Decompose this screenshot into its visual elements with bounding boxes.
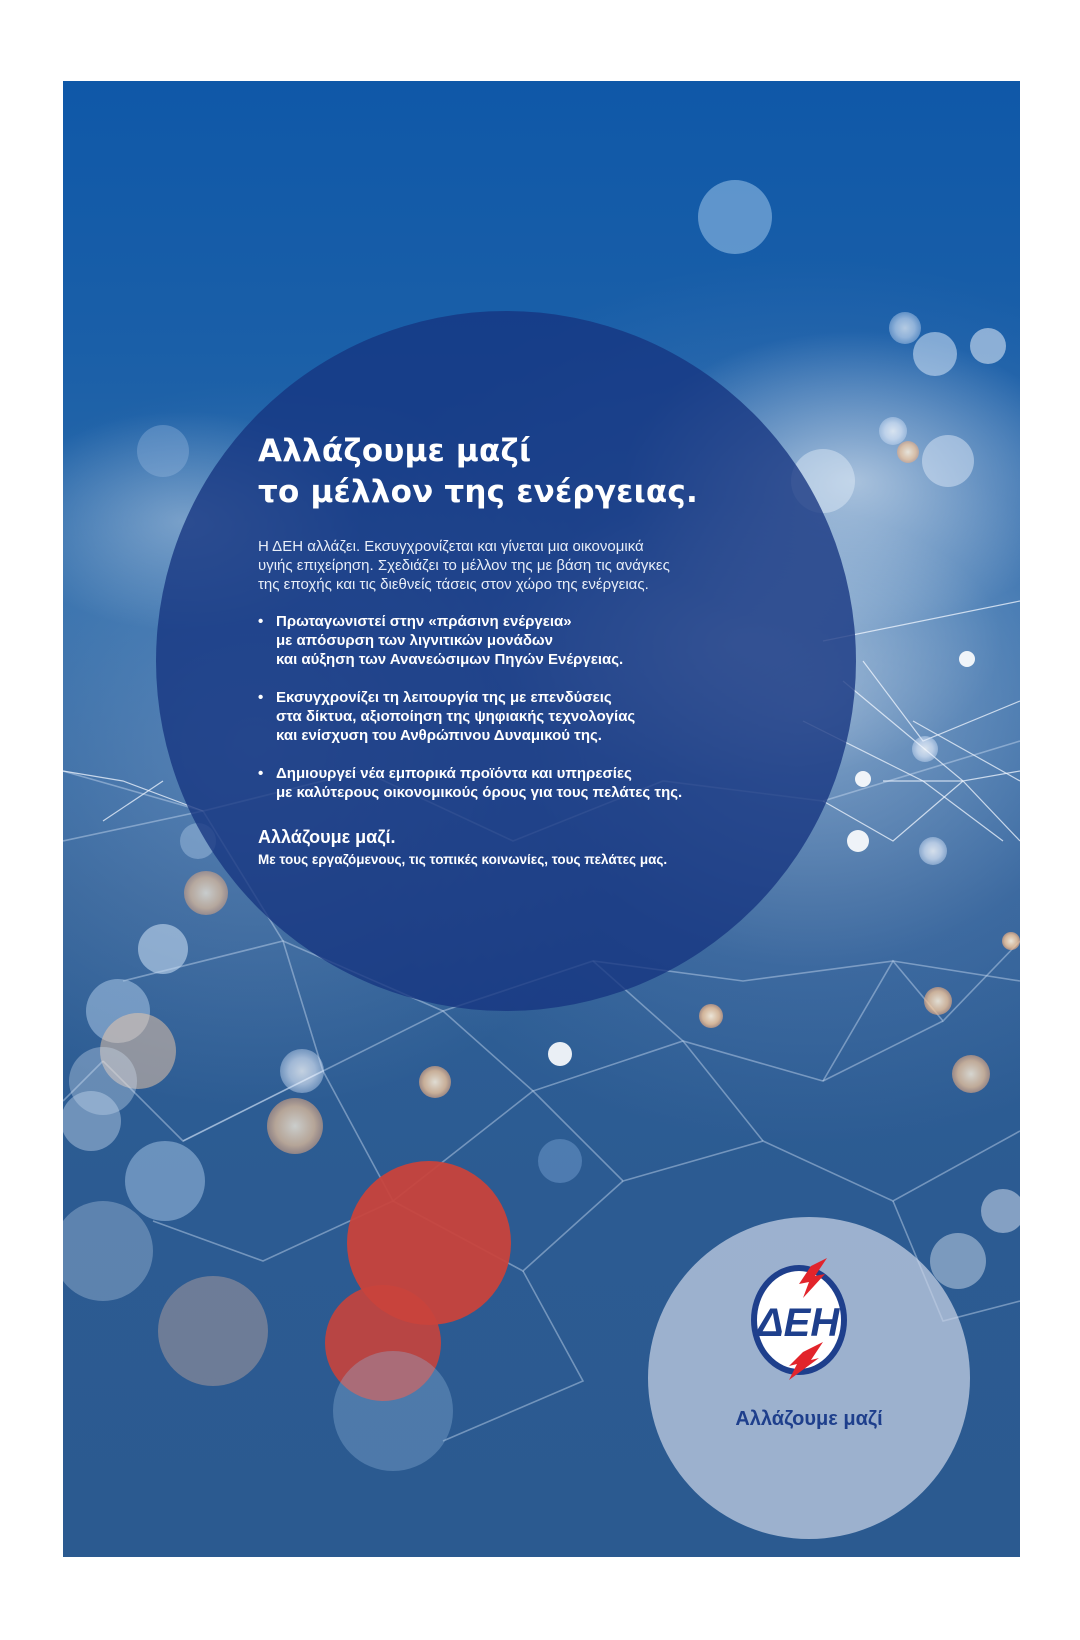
headline-line-1: Αλλάζουμε μαζί: [258, 433, 532, 469]
bokeh-circle: [879, 417, 907, 445]
bokeh-circle: [970, 328, 1006, 364]
bokeh-circle: [1002, 932, 1020, 950]
red-accent-circle: [347, 1161, 511, 1325]
main-content: [258, 431, 758, 868]
bokeh-circle: [699, 1004, 723, 1028]
bokeh-circle: [333, 1351, 453, 1471]
bullet-line: Δημιουργεί νέα εμπορικά προϊόντα και υπηρεσίες: [276, 765, 632, 782]
bullet-line: και αύξηση των Ανανεώσιμων Πηγών Ενέργειας.: [276, 651, 624, 668]
bokeh-circle: [184, 871, 228, 915]
bokeh-circle: [952, 1055, 990, 1093]
bokeh-circle: [913, 332, 957, 376]
bokeh-circle: [897, 441, 919, 463]
bokeh-circle: [922, 435, 974, 487]
bokeh-circle: [698, 180, 772, 254]
bullet-item: [258, 612, 758, 669]
bokeh-circle: [981, 1189, 1020, 1233]
intro-line: της εποχής και τις διεθνείς τάσεις στον χώρο της ενέργειας.: [258, 576, 649, 593]
bokeh-circle: [138, 924, 188, 974]
intro-line: Η ΔΕΗ αλλάζει. Εκσυγχρονίζεται και γίνεται μια οικονομικά: [258, 538, 644, 555]
logo-letters: ΔΕΗ: [756, 1301, 840, 1345]
bokeh-circle: [855, 771, 871, 787]
logo-slogan: Αλλάζουμε μαζί: [735, 1408, 883, 1430]
bullet-line: με καλύτερους οικονομικούς όρους για τους πελάτες της.: [276, 784, 683, 801]
deh-logo-icon: [745, 1254, 859, 1382]
bullet-icon: •: [258, 689, 264, 706]
bullet-item: [258, 688, 758, 745]
bokeh-circle: [63, 1201, 153, 1301]
bokeh-circle: [548, 1042, 572, 1066]
bokeh-circle: [137, 425, 189, 477]
tagline-title: Αλλάζουμε μαζί.: [258, 827, 396, 847]
bokeh-circle: [889, 312, 921, 344]
bokeh-circle: [280, 1049, 324, 1093]
bullet-line: Πρωταγωνιστεί στην «πράσινη ενέργεια»: [276, 613, 572, 630]
bullet-item: [258, 764, 758, 802]
bokeh-circle: [158, 1276, 268, 1386]
bullet-icon: •: [258, 613, 264, 630]
headline-line-2: το μέλλον της ενέργειας.: [258, 474, 698, 510]
bokeh-circle: [847, 830, 869, 852]
bullet-line: στα δίκτυα, αξιοποίηση της ψηφιακής τεχνολογίας: [276, 708, 636, 725]
bokeh-circle: [919, 837, 947, 865]
bokeh-circle: [930, 1233, 986, 1289]
bokeh-circle: [125, 1141, 205, 1221]
bokeh-circle: [267, 1098, 323, 1154]
bokeh-circle: [419, 1066, 451, 1098]
poster: [63, 81, 1020, 1557]
bullet-line: και ενίσχυση του Ανθρώπινου Δυναμικού της.: [276, 727, 602, 744]
logo-badge: [648, 1217, 970, 1539]
headline: [258, 431, 758, 513]
bokeh-circle: [924, 987, 952, 1015]
bokeh-circle: [959, 651, 975, 667]
bullet-line: με απόσυρση των λιγνιτικών μονάδων: [276, 632, 553, 649]
bokeh-circle: [63, 1091, 121, 1151]
intro-line: υγιής επιχείρηση. Σχεδιάζει το μέλλον της με βάση τις ανάγκες: [258, 557, 670, 574]
tagline-subtitle: Με τους εργαζόμενους, τις τοπικές κοινωνίες, τους πελάτες μας.: [258, 852, 668, 867]
bokeh-circle: [912, 736, 938, 762]
bullet-icon: •: [258, 765, 264, 782]
bullet-line: Εκσυγχρονίζει τη λειτουργία της με επενδύσεις: [276, 689, 612, 706]
bullet-list: [258, 612, 758, 802]
intro-paragraph: [258, 537, 758, 594]
bokeh-circle: [538, 1139, 582, 1183]
